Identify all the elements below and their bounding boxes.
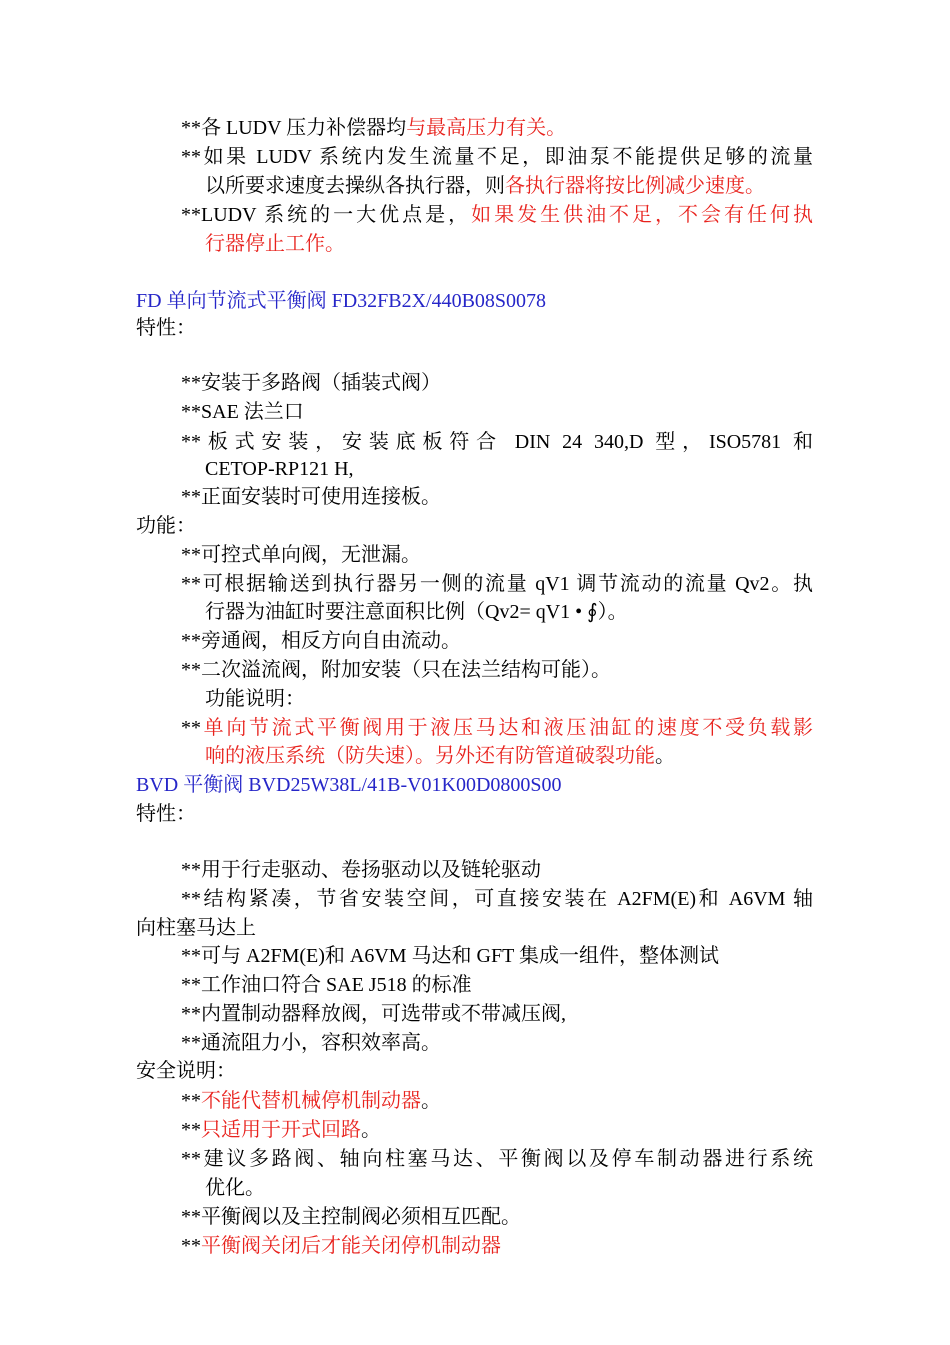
fd-function-1: **可控式单向阀，无泄漏。 — [181, 544, 421, 566]
fd-feature-4: **正面安装时可使用连接板。 — [181, 486, 441, 508]
fd-desc-label: 功能说明： — [205, 688, 305, 710]
ludv-line-3 — [205, 172, 765, 201]
bvd-feature-4: **工作油口符合 SAE J518 的标准 — [181, 974, 472, 996]
bvd-safety-1 — [181, 1087, 441, 1116]
bvd-safety-5 — [181, 1232, 501, 1261]
bvd-feature-3: **可与 A2FM(E)和 A6VM 马达和 GFT 集成一组件，整体测试 — [181, 945, 719, 967]
fd-desc-highlight: 响的液压系统（防失速）。另外还有防管道破裂功能 — [205, 745, 655, 767]
bvd-safety-3: **建议多路阀、轴向柱塞马达、平衡阀以及停车制动器进行系统 — [181, 1148, 813, 1170]
bvd-safety-label: 安全说明： — [136, 1060, 236, 1082]
ludv-text: **LUDV 系统的一大优点是， — [181, 204, 472, 226]
ludv-highlight: 各执行器将按比例减少速度。 — [505, 175, 765, 197]
bvd-safety-suffix: 。 — [421, 1090, 441, 1112]
ludv-highlight: 与最高压力有关。 — [406, 117, 567, 139]
fd-title: FD 单向节流式平衡阀 FD32FB2X/440B08S0078 — [136, 290, 547, 312]
fd-desc-line-2 — [205, 742, 675, 771]
bvd-safety-prefix: ** — [181, 1119, 201, 1141]
fd-function-2-cont: 行器为油缸时要注意面积比例（Qv2= qV1 • ∮）。 — [205, 601, 628, 623]
bvd-feature-6: **通流阻力小，容积效率高。 — [181, 1032, 441, 1054]
ludv-line-4 — [181, 201, 813, 230]
bvd-safety-prefix: ** — [181, 1090, 201, 1112]
ludv-line-5: 行器停止工作。 — [205, 233, 345, 255]
bvd-feature-5: **内置制动器释放阀，可选带或不带减压阀, — [181, 1003, 566, 1025]
bvd-features-label: 特性： — [136, 803, 196, 825]
fd-desc-line-1 — [181, 714, 813, 743]
ludv-text: **各 LUDV 压力补偿器均 — [181, 117, 407, 139]
ludv-text: 以所要求速度去操纵各执行器，则 — [205, 175, 505, 197]
fd-functions-label: 功能： — [136, 515, 196, 537]
fd-feature-2: **SAE 法兰口 — [181, 401, 304, 423]
bvd-feature-2: **结构紧凑，节省安装空间，可直接安装在 A2FM(E)和 A6VM 轴 — [181, 888, 813, 910]
bvd-feature-1: **用于行走驱动、卷扬驱动以及链轮驱动 — [181, 859, 541, 881]
bvd-safety-highlight: 只适用于开式回路 — [201, 1119, 361, 1141]
bvd-safety-4: **平衡阀以及主控制阀必须相互匹配。 — [181, 1206, 521, 1228]
fd-desc-suffix: 。 — [655, 745, 675, 767]
bvd-safety-highlight: 不能代替机械停机制动器 — [201, 1090, 421, 1112]
fd-desc-prefix: ** — [181, 717, 201, 739]
bvd-safety-highlight: 平衡阀关闭后才能关闭停机制动器 — [201, 1235, 501, 1257]
bvd-title: BVD 平衡阀 BVD25W38L/41B-V01K00D0800S00 — [136, 774, 562, 796]
ludv-line-1 — [181, 114, 566, 143]
fd-feature-1: **安装于多路阀（插装式阀） — [181, 372, 441, 394]
bvd-safety-suffix: 。 — [361, 1119, 381, 1141]
fd-feature-3: **板式安装，安装底板符合 DIN 24 340,D 型，ISO5781 和 — [181, 431, 813, 453]
bvd-safety-prefix: ** — [181, 1235, 201, 1257]
fd-function-4: **二次溢流阀，附加安装（只在法兰结构可能）。 — [181, 659, 611, 681]
bvd-safety-3-cont: 优化。 — [205, 1177, 265, 1199]
ludv-line-2: **如果 LUDV 系统内发生流量不足，即油泵不能提供足够的流量 — [181, 146, 813, 168]
fd-function-3: **旁通阀，相反方向自由流动。 — [181, 630, 461, 652]
fd-desc-highlight: 单向节流式平衡阀用于液压马达和液压油缸的速度不受负载影 — [201, 717, 813, 739]
bvd-feature-2-cont: 向柱塞马达上 — [136, 917, 256, 939]
fd-features-label: 特性： — [136, 317, 196, 339]
fd-function-2: **可根据输送到执行器另一侧的流量 qV1 调节流动的流量 Qv2。执 — [181, 573, 813, 595]
bvd-safety-2 — [181, 1116, 381, 1145]
ludv-highlight: 如果发生供油不足，不会有任何执 — [471, 204, 813, 226]
fd-feature-3-cont: CETOP-RP121 H, — [205, 458, 354, 480]
